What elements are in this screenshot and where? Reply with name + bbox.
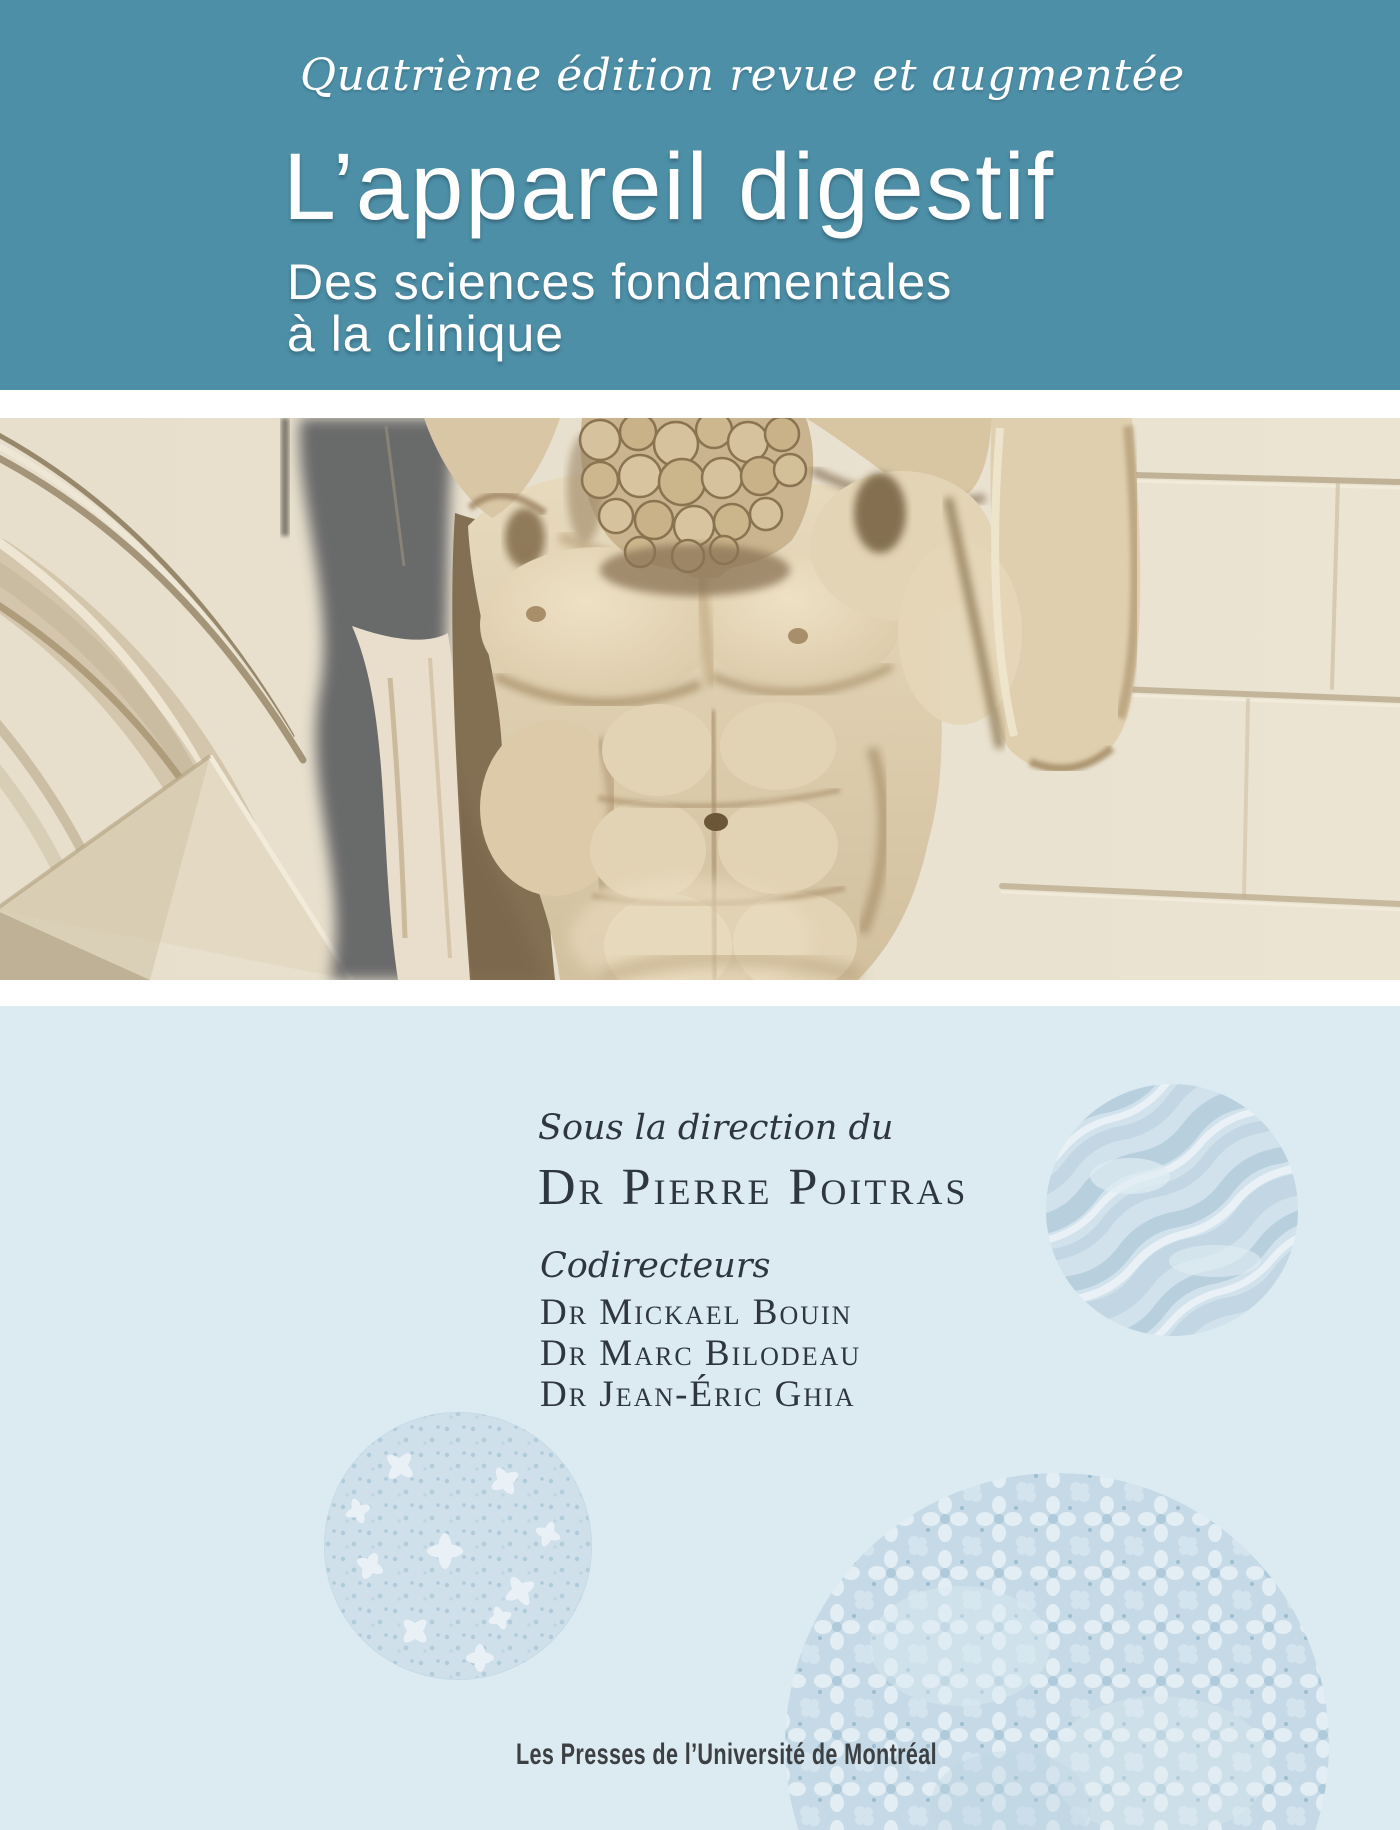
edition-line: Quatrième édition revue et augmentée	[300, 50, 1185, 101]
book-title: L’appareil digestif	[283, 134, 1056, 240]
book-subtitle-line1: Des sciences fondamentales	[287, 254, 953, 310]
cover-photo-statue	[0, 418, 1400, 980]
codirectors-label: Codirecteurs	[540, 1246, 771, 1286]
publisher-name: Les Presses de l’Université de Montréal	[516, 1738, 938, 1771]
direction-label: Sous la direction du	[538, 1108, 894, 1148]
codirector-name: Dr Mickael Bouin	[540, 1292, 853, 1333]
statue-illustration	[0, 418, 1400, 980]
histology-circle-left	[324, 1412, 592, 1680]
codirector-name: Dr Jean-Éric Ghia	[540, 1374, 856, 1415]
cover-header	[0, 0, 1400, 390]
codirectors-list	[540, 1292, 861, 1415]
book-subtitle-line2: à la clinique	[287, 306, 565, 362]
histology-circle-bottom	[785, 1473, 1329, 1830]
codirector-name: Dr Marc Bilodeau	[540, 1333, 862, 1374]
director-name: Dr Pierre Poitras	[538, 1159, 969, 1216]
histology-circle-top-right	[948, 1006, 1386, 1407]
book-subtitle	[287, 256, 952, 360]
